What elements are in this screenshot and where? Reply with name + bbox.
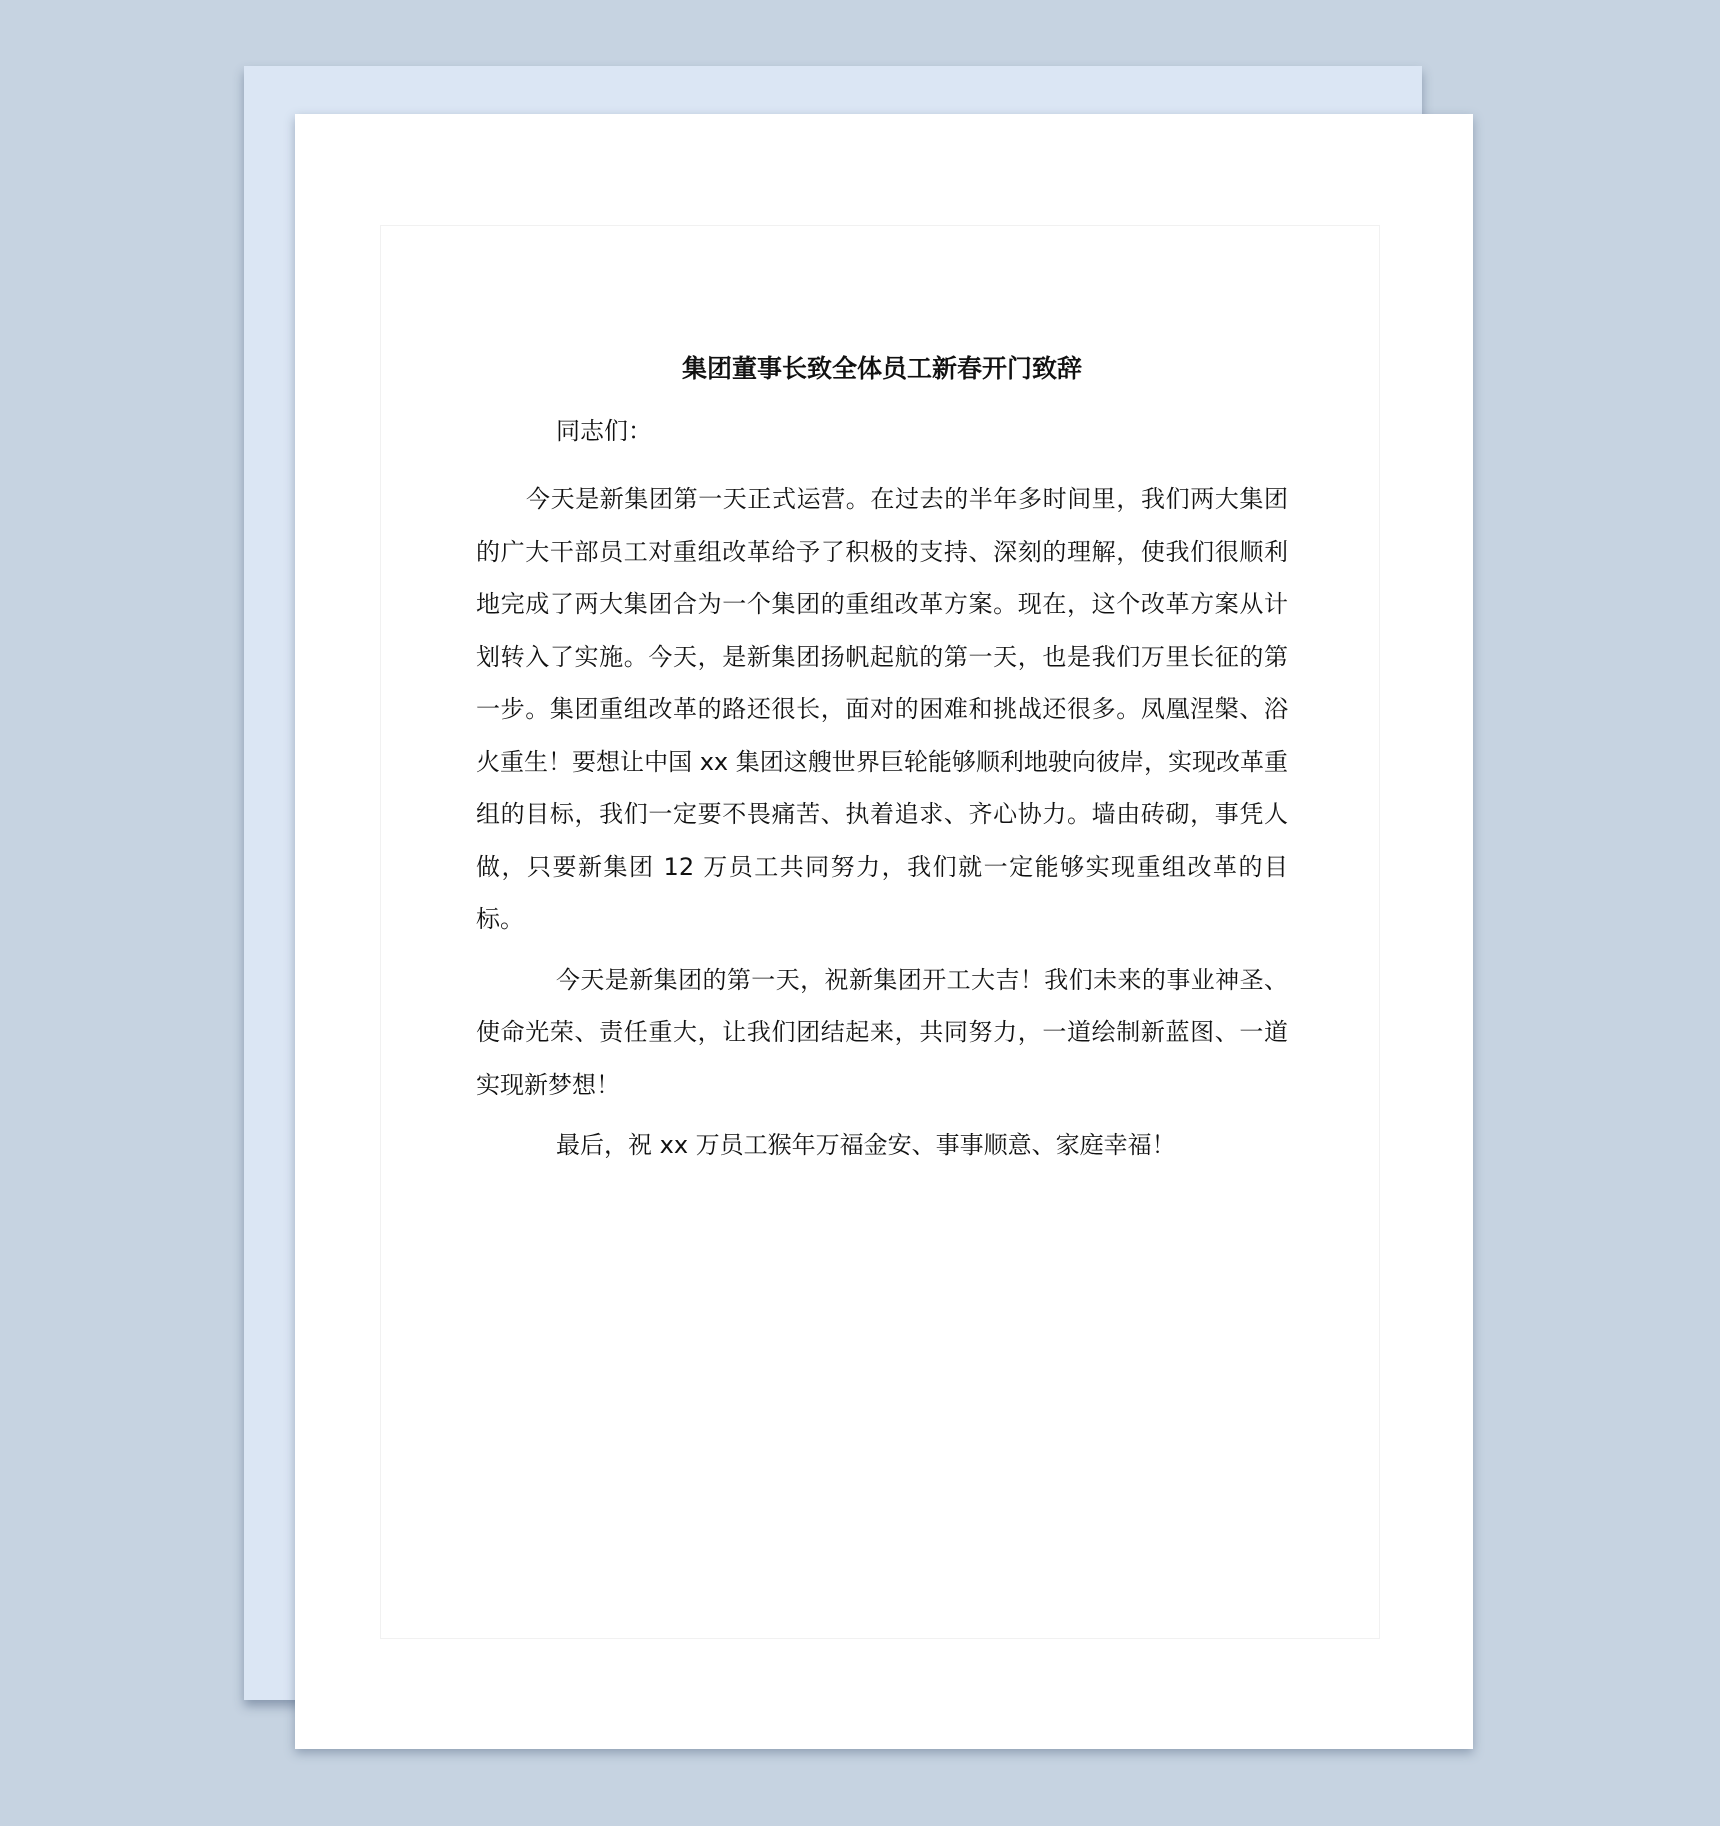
document-title: 集团董事长致全体员工新春开门致辞: [681, 354, 1082, 383]
document-page: [295, 114, 1473, 1749]
paragraph-1: 今天是新集团第一天正式运营。在过去的半年多时间里，我们两大集团的广大干部员工对重组改革给予了积极的支持、深刻的理解，使我们很顺利地完成了两大集团合为一个集团的重组改革方案。现在，这个改革方案从计划转入了实施。今天，是新集团扬帆起航的第一天，也是我们万里长征的第一步。集团重组改革的路还很长，面对的困难和挑战还很多。凤凰涅槃、浴火重生！要想让中国 xx 集团这艘世界巨轮能够顺利地驶向彼岸，实现改革重组的目标，我们一定要不畏痛苦、执着追求、齐心协力。墙由砖砌，事凭人做，只要新集团 12 万员工共同努力，我们就一定能够实现重组改革的目标。: [476, 485, 1288, 933]
salutation: 同志们：: [556, 417, 652, 445]
document-body: [476, 354, 1288, 1180]
paragraph-2: 今天是新集团的第一天，祝新集团开工大吉！我们未来的事业神圣、使命光荣、责任重大，让我们团结起来，共同努力，一道绘制新蓝图、一道实现新梦想！: [476, 965, 1288, 1099]
paragraph-3: 最后，祝 xx 万员工猴年万福金安、事事顺意、家庭幸福！: [556, 1131, 1176, 1159]
